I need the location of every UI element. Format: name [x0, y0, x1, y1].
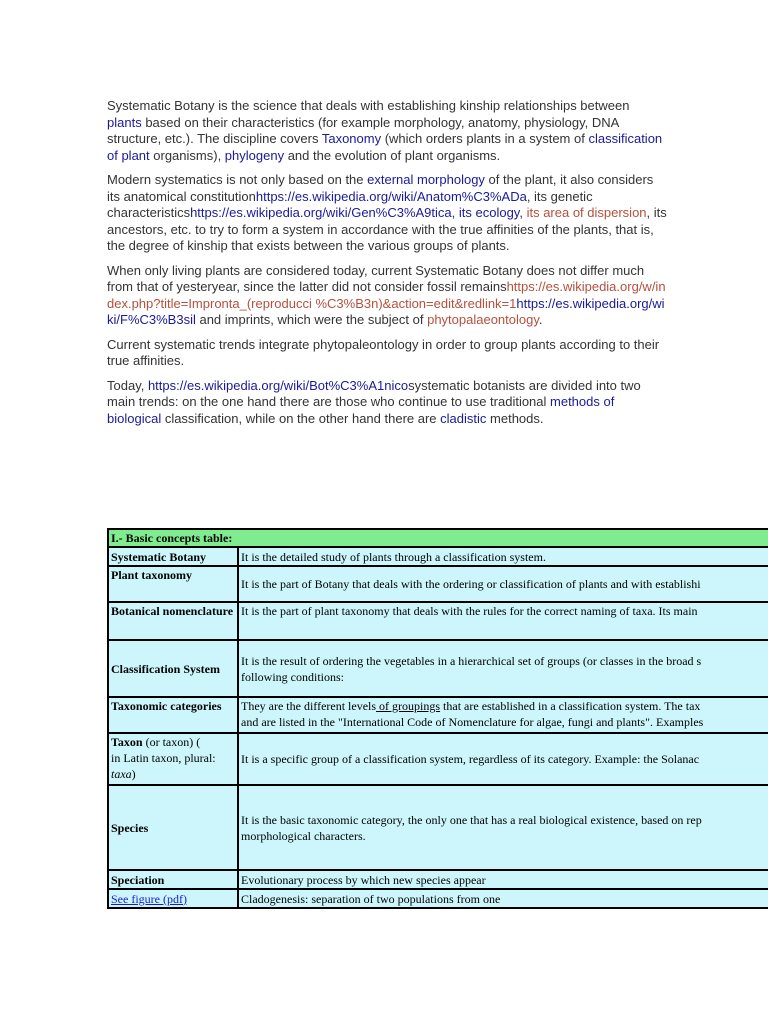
text: (which orders plants in a system of [381, 131, 589, 146]
definition-cell: It is the part of plant taxonomy that deals with the rules for the correct naming of taxa. Its main [238, 602, 768, 640]
link-classification-of-plant[interactable]: classification of plant [107, 131, 663, 163]
text: Systematic Botany is the science that deals with establishing kinship relationships between [107, 98, 630, 113]
text: When only living plants are considered today, current Systematic Botany does not differ much from that of yesteryear, since the latter did not consider fossil remains [107, 262, 645, 294]
text: systematic botanists are divided into two main trends: on the one hand there are those who continue to use traditional [107, 377, 641, 409]
table-row [108, 870, 768, 889]
definition-line: morphological characters. [241, 828, 366, 843]
paragraph-4: Current systematic trends integrate phytopaleontology in order to group plants according to their true affinities. [107, 336, 660, 368]
link-taxonomy[interactable]: Taxonomy [321, 131, 382, 146]
term-cell [108, 889, 238, 908]
table-row [108, 602, 768, 640]
basic-concepts-table [107, 528, 768, 909]
table-row [108, 566, 768, 602]
link-its-ecology[interactable]: its ecology [458, 205, 520, 220]
term-cell: Speciation [108, 870, 238, 889]
definition-line: It is the result of ordering the vegetables in a hierarchical set of groups (or classes in the broad s [241, 653, 702, 668]
link-methods-of-biological[interactable]: methods of biological [107, 394, 615, 426]
definition-cell [238, 785, 768, 870]
definition-cell: It is the detailed study of plants through a classification system. [238, 547, 768, 566]
link-fosil[interactable]: https://es.wikipedia.org/wiki/F%C3%B3sil [107, 295, 665, 327]
term-text: ) [131, 767, 136, 781]
link-area-of-dispersion[interactable]: its area of dispersion [526, 205, 647, 220]
table-row [108, 547, 768, 566]
definition-cell: It is the part of Botany that deals with the ordering or classification of plants and with establishi [238, 566, 768, 602]
term-cell: Taxonomic categories [108, 697, 238, 733]
table-heading: I.- Basic concepts table: [108, 529, 768, 547]
intro-text [107, 98, 667, 435]
text: , [451, 205, 459, 220]
definition-cell: It is a specific group of a classification system, regardless of its category. Example: the Solanac [238, 733, 768, 785]
text: , its genetic characteristics [107, 188, 593, 220]
text: classification, while on the other hand there are [161, 410, 441, 426]
term-text: (or taxon) ( [142, 735, 201, 749]
link-impronta[interactable]: https://es.wikipedia.org/w/index.php?title=Impronta_(reproducci %C3%B3n)&action=edit&redlink=1 [107, 279, 666, 311]
link-genetica[interactable]: https://es.wikipedia.org/wiki/Gen%C3%A9tica [190, 205, 452, 220]
link-botanico[interactable]: https://es.wikipedia.org/wiki/Bot%C3%A1nico [147, 377, 409, 393]
definition-cell [238, 697, 768, 733]
definition-line: It is the basic taxonomic category, the only one that has a real biological existence, based on rep [241, 812, 702, 827]
definition-text: They are the different levels [241, 699, 377, 713]
link-plants[interactable]: plants [107, 114, 142, 130]
definition-line: following conditions: [241, 669, 344, 684]
text: , its ancestors, etc. to try to form a system in accordance with the true affinities of the plants, that is, the degree of kinship that exists between the various groups of plants. [107, 205, 667, 253]
text: , [519, 205, 527, 220]
text: organisms), [149, 147, 225, 163]
definition-cell: Evolutionary process by which new species appear [238, 870, 768, 889]
basic-concepts-table-container [107, 528, 768, 909]
term-cell: Systematic Botany [108, 547, 238, 566]
definition-cell: Cladogenesis: separation of two populations from one [238, 889, 768, 908]
paragraph-2 [107, 172, 667, 255]
text: Modern systematics is not only based on the [107, 172, 368, 187]
definition-cell [238, 640, 768, 697]
definition-text: that are established in a classification system. The tax [440, 699, 701, 713]
term-cell: Plant taxonomy [108, 566, 238, 602]
text: and imprints, which were the subject of [195, 312, 428, 327]
table-row [108, 733, 768, 785]
see-figure-pdf-link[interactable]: See figure (pdf) [111, 891, 187, 906]
link-anatomia[interactable]: https://es.wikipedia.org/wiki/Anatom%C3%ADa [255, 188, 527, 204]
link-cladistic[interactable]: cladistic [440, 410, 487, 426]
term-bold: Taxon [111, 735, 143, 749]
paragraph-1 [107, 98, 667, 164]
table-row [108, 889, 768, 908]
table-row [108, 697, 768, 733]
paragraph-5 [107, 378, 667, 428]
term-cell [108, 733, 238, 785]
link-phytopalaeontology[interactable]: phytopalaeontology [427, 312, 539, 327]
text: . [538, 312, 543, 327]
term-cell: Classification System [108, 640, 238, 697]
term-cell: Species [108, 785, 238, 870]
table-row [108, 785, 768, 870]
groupings-underlined: of groupings [376, 699, 441, 713]
text: and the evolution of plant organisms. [284, 147, 501, 163]
link-phylogeny[interactable]: phylogeny [224, 147, 285, 163]
link-external-morphology[interactable]: external morphology [367, 172, 485, 187]
term-italic: taxa [111, 767, 132, 781]
text: based on their characteristics (for example morphology, anatomy, physiology, DNA structure, etc.). The discipline covers [107, 114, 619, 146]
table-header-row [108, 529, 768, 547]
table-row [108, 640, 768, 697]
paragraph-3 [107, 263, 667, 329]
term-text: in Latin taxon, plural: [111, 751, 216, 765]
definition-line: and are listed in the "International Code of Nomenclature for algae, fungi and plants". Examples [241, 715, 704, 729]
text: of the plant, it also considers its anatomical constitution [107, 172, 654, 204]
text: Today, [107, 377, 148, 393]
term-cell: Botanical nomenclature [108, 602, 238, 640]
text: methods. [486, 410, 544, 426]
